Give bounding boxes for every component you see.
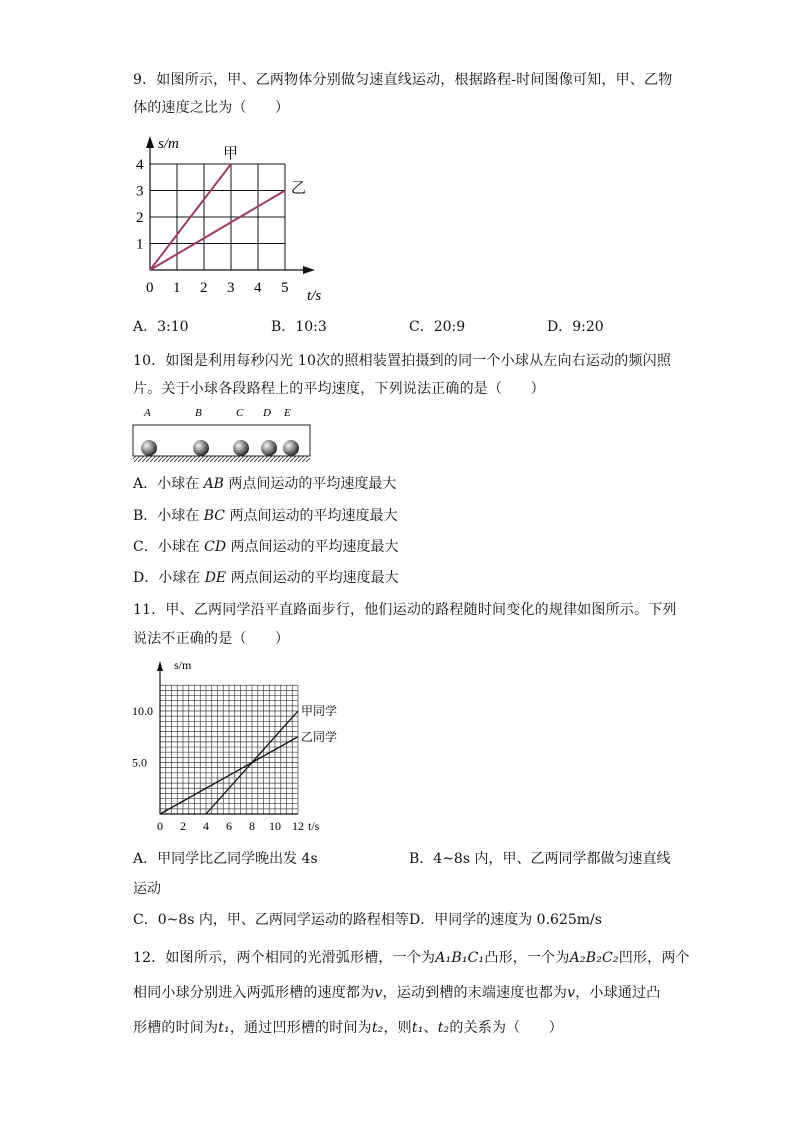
x-tick-label: 1 — [173, 280, 181, 296]
y-tick-label: 4 — [136, 157, 144, 173]
y-tick-label: 2 — [136, 210, 144, 226]
x-tick-label: 5 — [281, 280, 289, 296]
ball-a — [141, 440, 157, 456]
strobe-track-ground — [133, 456, 310, 462]
q10-option-b-seg: BC — [203, 508, 226, 524]
q12-line1-a: 12．如图所示，两个相同的光滑弧形槽，一个为 — [133, 950, 436, 966]
y-axis-label: s/m — [174, 658, 192, 672]
ball-c — [233, 440, 249, 456]
y-tick-label: 10.0 — [132, 704, 153, 718]
q10-option-d[interactable] — [133, 567, 399, 587]
q12-line3-b: ，通过凹形槽的时间为 — [229, 1020, 372, 1036]
q9-option-a[interactable]: A．3:10 — [133, 319, 189, 335]
q12-line2-c: ，小球通过凸 — [575, 985, 661, 1001]
x-tick-label: 4 — [254, 280, 262, 296]
x-tick-label: 8 — [249, 819, 255, 833]
q12-line1-b: 凸形，一个为 — [484, 950, 570, 966]
q10-option-b[interactable] — [133, 505, 397, 525]
x-tick-label: 3 — [227, 280, 235, 296]
y-tick-label: 5.0 — [132, 755, 147, 770]
x-tick-label: 4 — [203, 819, 209, 833]
ball-e — [283, 440, 299, 456]
q11-text-line1: 11．甲、乙两同学沿平直路面步行，他们运动的路程随时间变化的规律如图所示。下列 — [133, 602, 677, 618]
q10-option-a[interactable] — [133, 473, 396, 493]
q11-option-a[interactable]: A．甲同学比乙同学晚出发 4s — [133, 851, 318, 867]
q12-t1-symbol-2: t₁ — [411, 1020, 424, 1036]
q10-option-d-pre: D．小球在 — [133, 570, 205, 586]
x-axis-label: t/s — [307, 288, 322, 303]
q12-text-line2 — [133, 982, 660, 1002]
ball-label-a: A — [144, 407, 151, 419]
strobe-track-frame — [133, 425, 310, 456]
q12-convex-label: A₁B₁C₁ — [435, 950, 485, 966]
q11-option-b-continued: 运动 — [133, 881, 161, 897]
q12-text-line1 — [133, 947, 690, 967]
q12-concave-label: A₂B₂C₂ — [569, 950, 619, 966]
y-axis-arrow — [157, 661, 163, 671]
q9-option-d[interactable]: D．9:20 — [547, 319, 604, 335]
q12-line3-a: 形槽的时间为 — [133, 1020, 219, 1036]
series-yi-label: 乙同学 — [301, 729, 338, 744]
q10-option-d-seg: DE — [204, 570, 227, 586]
q12-text-line3 — [133, 1017, 563, 1037]
q10-option-d-post: 两点间运动的平均速度最大 — [226, 570, 399, 586]
q12-t1-symbol-1: t₁ — [218, 1020, 230, 1036]
series-yi-line — [150, 191, 285, 271]
x-tick-label: 2 — [180, 819, 186, 833]
x-tick-label: 0 — [146, 280, 154, 296]
q12-line2-b: ，运动到槽的末端速度也都为 — [382, 985, 568, 1001]
q9-text-line1: 9．如图所示，甲、乙两物体分别做匀速直线运动，根据路程-时间图像可知，甲、乙物 — [133, 72, 673, 88]
q10-option-b-post: 两点间运动的平均速度最大 — [225, 508, 398, 524]
ball-label-d: D — [263, 407, 271, 419]
q11-text-line2: 说法不正确的是（ ） — [133, 631, 290, 647]
q10-option-b-pre: B．小球在 — [133, 508, 204, 524]
x-tick-label: 0 — [157, 819, 163, 833]
series-yi-label: 乙 — [291, 180, 307, 197]
q10-text-line1: 10．如图是利用每秒闪光 10次的照相装置拍摄到的同一个小球从左向右运动的频闪照 — [133, 353, 672, 369]
y-tick-label: 1 — [136, 236, 144, 253]
q10-option-c-pre: C．小球在 — [133, 539, 205, 555]
y-axis-arrow — [146, 136, 154, 148]
q10-option-a-pre: A．小球在 — [133, 476, 204, 492]
x-axis-label: t/s — [308, 819, 320, 833]
q11-option-b[interactable]: B．4~8s 内，甲、乙两同学都做匀速直线 — [409, 851, 671, 867]
q12-v-symbol-2: v — [567, 985, 576, 1001]
q9-text-line2: 体的速度之比为（ ） — [133, 100, 290, 116]
q10-option-c-seg: CD — [204, 539, 227, 555]
ball-label-e: E — [284, 407, 291, 419]
q11-option-c[interactable]: C．0~8s 内，甲、乙两同学运动的路程相等 — [133, 912, 409, 928]
q12-line1-c: 凹形，两个 — [618, 950, 690, 966]
x-tick-label: 2 — [200, 280, 208, 296]
x-axis-arrow — [303, 266, 315, 274]
q11-distance-time-chart — [128, 655, 353, 838]
q9-option-b[interactable]: B．10:3 — [271, 319, 327, 335]
x-tick-label: 6 — [226, 819, 232, 833]
q11-option-d[interactable]: D．甲同学的速度为 0.625m/s — [409, 912, 602, 928]
series-jia-label: 甲 — [223, 146, 239, 162]
q12-t2-symbol-2: t₂ — [437, 1020, 450, 1036]
q10-option-c[interactable] — [133, 536, 399, 556]
q10-text-line2: 片。关于小球各段路程上的平均速度，下列说法正确的是（ ） — [133, 381, 545, 397]
q10-option-a-post: 两点间运动的平均速度最大 — [223, 476, 397, 492]
q12-line3-d: 、 — [423, 1020, 438, 1036]
ball-label-c: C — [236, 407, 244, 419]
series-jia-label: 甲同学 — [301, 704, 338, 718]
y-tick-label: 3 — [136, 183, 144, 200]
q12-t2-symbol-1: t₂ — [371, 1020, 384, 1036]
ball-label-b: B — [195, 407, 202, 419]
ball-d — [261, 440, 277, 456]
q10-option-c-post: 两点间运动的平均速度最大 — [226, 539, 399, 555]
x-tick-label: 10 — [269, 819, 281, 833]
q9-distance-time-chart — [128, 128, 338, 303]
q12-v-symbol-1: v — [374, 985, 383, 1001]
q12-line3-e: 的关系为（ ） — [449, 1020, 563, 1036]
q12-line3-c: ，则 — [383, 1020, 412, 1036]
ball-b — [193, 440, 209, 456]
q10-strobe-photo-figure — [130, 402, 314, 466]
y-axis-label: s/m — [158, 136, 179, 152]
x-tick-label: 12 — [292, 819, 304, 833]
q12-line2-a: 相同小球分别进入两弧形槽的速度都为 — [133, 985, 375, 1001]
q10-option-a-seg: AB — [203, 476, 224, 492]
q9-option-c[interactable]: C．20:9 — [409, 319, 466, 335]
